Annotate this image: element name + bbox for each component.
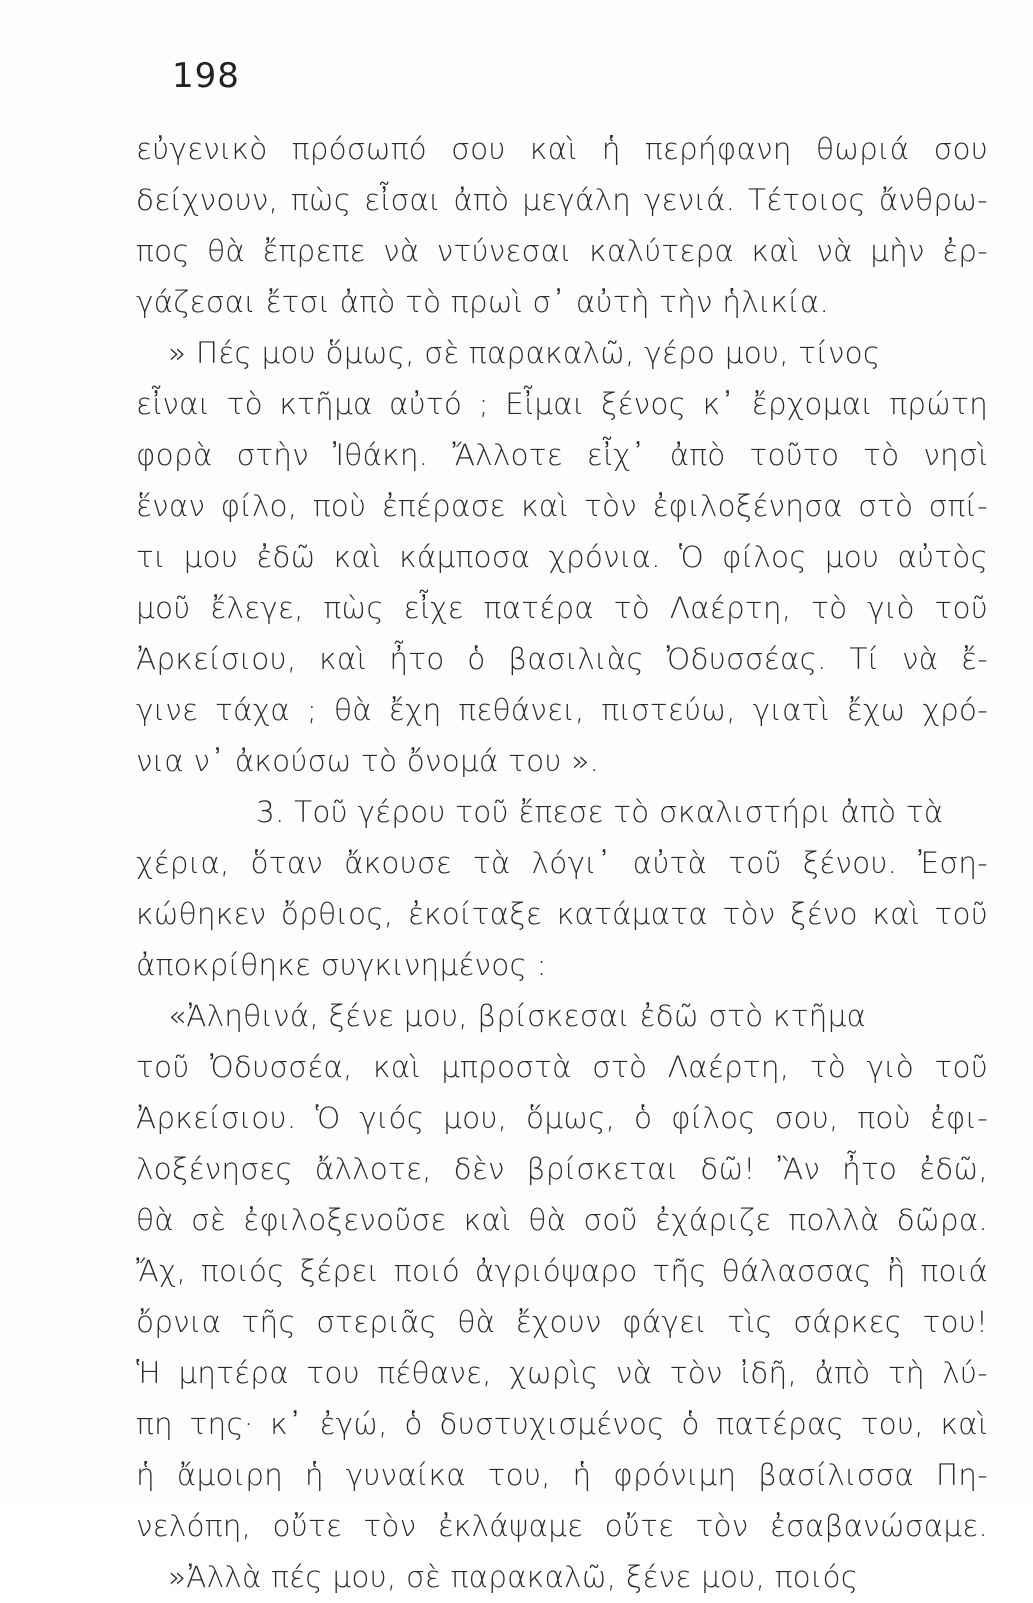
text-line: θὰ σὲ ἐφιλοξενοῦσε καὶ θὰ σοῦ ἐχάριζε πολλὰ δῶρα. <box>136 1203 988 1237</box>
body-text <box>136 124 988 1603</box>
text-line: Ἄχ, ποιός ξέρει ποιό ἀγριόψαρο τῆς θάλασσας ἢ ποιά <box>136 1254 988 1288</box>
text-line: τι μου ἐδῶ καὶ κάμποσα χρόνια. Ὁ φίλος μου αὐτὸς <box>136 540 988 574</box>
text-line: «Ἀληθινά, ξένε μου, βρίσκεσαι ἐδῶ στὸ κτῆμα <box>168 999 867 1033</box>
text-line: κώθηκεν ὄρθιος, ἐκοίταξε κατάματα τὸν ξένο καὶ τοῦ <box>136 897 988 931</box>
text-line: φορὰ στὴν Ἰθάκη. Ἄλλοτε εἶχ᾽ ἀπὸ τοῦτο τὸ νησὶ <box>136 438 988 472</box>
text-line: Ἡ μητέρα του πέθανε, χωρὶς νὰ τὸν ἰδῆ, ἀπὸ τὴ λύ- <box>136 1356 988 1390</box>
text-line: νια ν᾽ ἀκούσω τὸ ὄνομά του ». <box>136 744 600 778</box>
text-line: μοῦ ἔλεγε, πὼς εἶχε πατέρα τὸ Λαέρτη, τὸ γιὸ τοῦ <box>136 591 988 625</box>
text-line: εἶναι τὸ κτῆμα αὐτό ; Εἶμαι ξένος κ᾽ ἔρχομαι πρώτη <box>136 387 988 421</box>
text-line: ἀποκρίθηκε συγκινημένος : <box>136 948 547 982</box>
text-line: τοῦ Ὀδυσσέα, καὶ μπροστὰ στὸ Λαέρτη, τὸ γιὸ τοῦ <box>136 1050 988 1084</box>
text-line: ἡ ἄμοιρη ἡ γυναίκα του, ἡ φρόνιμη βασίλισσα Πη- <box>136 1458 988 1492</box>
text-line: Ἀρκείσιου, καὶ ἦτο ὁ βασιλιὰς Ὀδυσσέας. Τί νὰ ἔ- <box>136 642 988 676</box>
text-line: εὐγενικὸ πρόσωπό σου καὶ ἡ περήφανη θωριά σου <box>136 132 988 166</box>
text-line: λοξένησες ἄλλοτε, δὲν βρίσκεται δῶ! Ἂν ἦτο ἐδῶ, <box>136 1152 988 1186</box>
text-line: δείχνουν, πὼς εἶσαι ἀπὸ μεγάλη γενιά. Τέτοιος ἄνθρω- <box>136 183 988 217</box>
text-line: πος θὰ ἔπρεπε νὰ ντύνεσαι καλύτερα καὶ νὰ μὴν ἐρ- <box>136 234 988 268</box>
text-line: πη της· κ᾽ ἐγώ, ὁ δυστυχισμένος ὁ πατέρας του, καὶ <box>136 1407 988 1441</box>
text-line: γινε τάχα ; θὰ ἔχη πεθάνει, πιστεύω, γιατὶ ἔχω χρό- <box>136 693 988 727</box>
text-line: »Ἀλλὰ πές μου, σὲ παρακαλῶ, ξένε μου, ποιός <box>168 1560 859 1594</box>
text-line: Ἀρκείσιου. Ὁ γιός μου, ὅμως, ὁ φίλος σου, ποὺ ἐφι- <box>136 1101 988 1135</box>
text-line: ἕναν φίλο, ποὺ ἐπέρασε καὶ τὸν ἐφιλοξένησα στὸ σπί- <box>136 489 988 523</box>
text-line: ὄρνια τῆς στεριᾶς θὰ ἔχουν φάγει τὶς σάρκες του! <box>136 1305 988 1339</box>
text-line: νελόπη, οὔτε τὸν ἐκλάψαμε οὔτε τὸν ἐσαβανώσαμε. <box>136 1509 988 1543</box>
text-line: γάζεσαι ἔτσι ἀπὸ τὸ πρωὶ σ᾽ αὐτὴ τὴν ἡλικία. <box>136 285 830 319</box>
text-line: 3. Τοῦ γέρου τοῦ ἔπεσε τὸ σκαλιστήρι ἀπὸ τὰ <box>256 795 944 829</box>
page-number: 198 <box>172 56 240 96</box>
text-line: » Πές μου ὅμως, σὲ παρακαλῶ, γέρο μου, τίνος <box>168 336 881 370</box>
text-line: χέρια, ὅταν ἄκουσε τὰ λόγι᾽ αὐτὰ τοῦ ξένου. Ἐση- <box>136 846 988 880</box>
